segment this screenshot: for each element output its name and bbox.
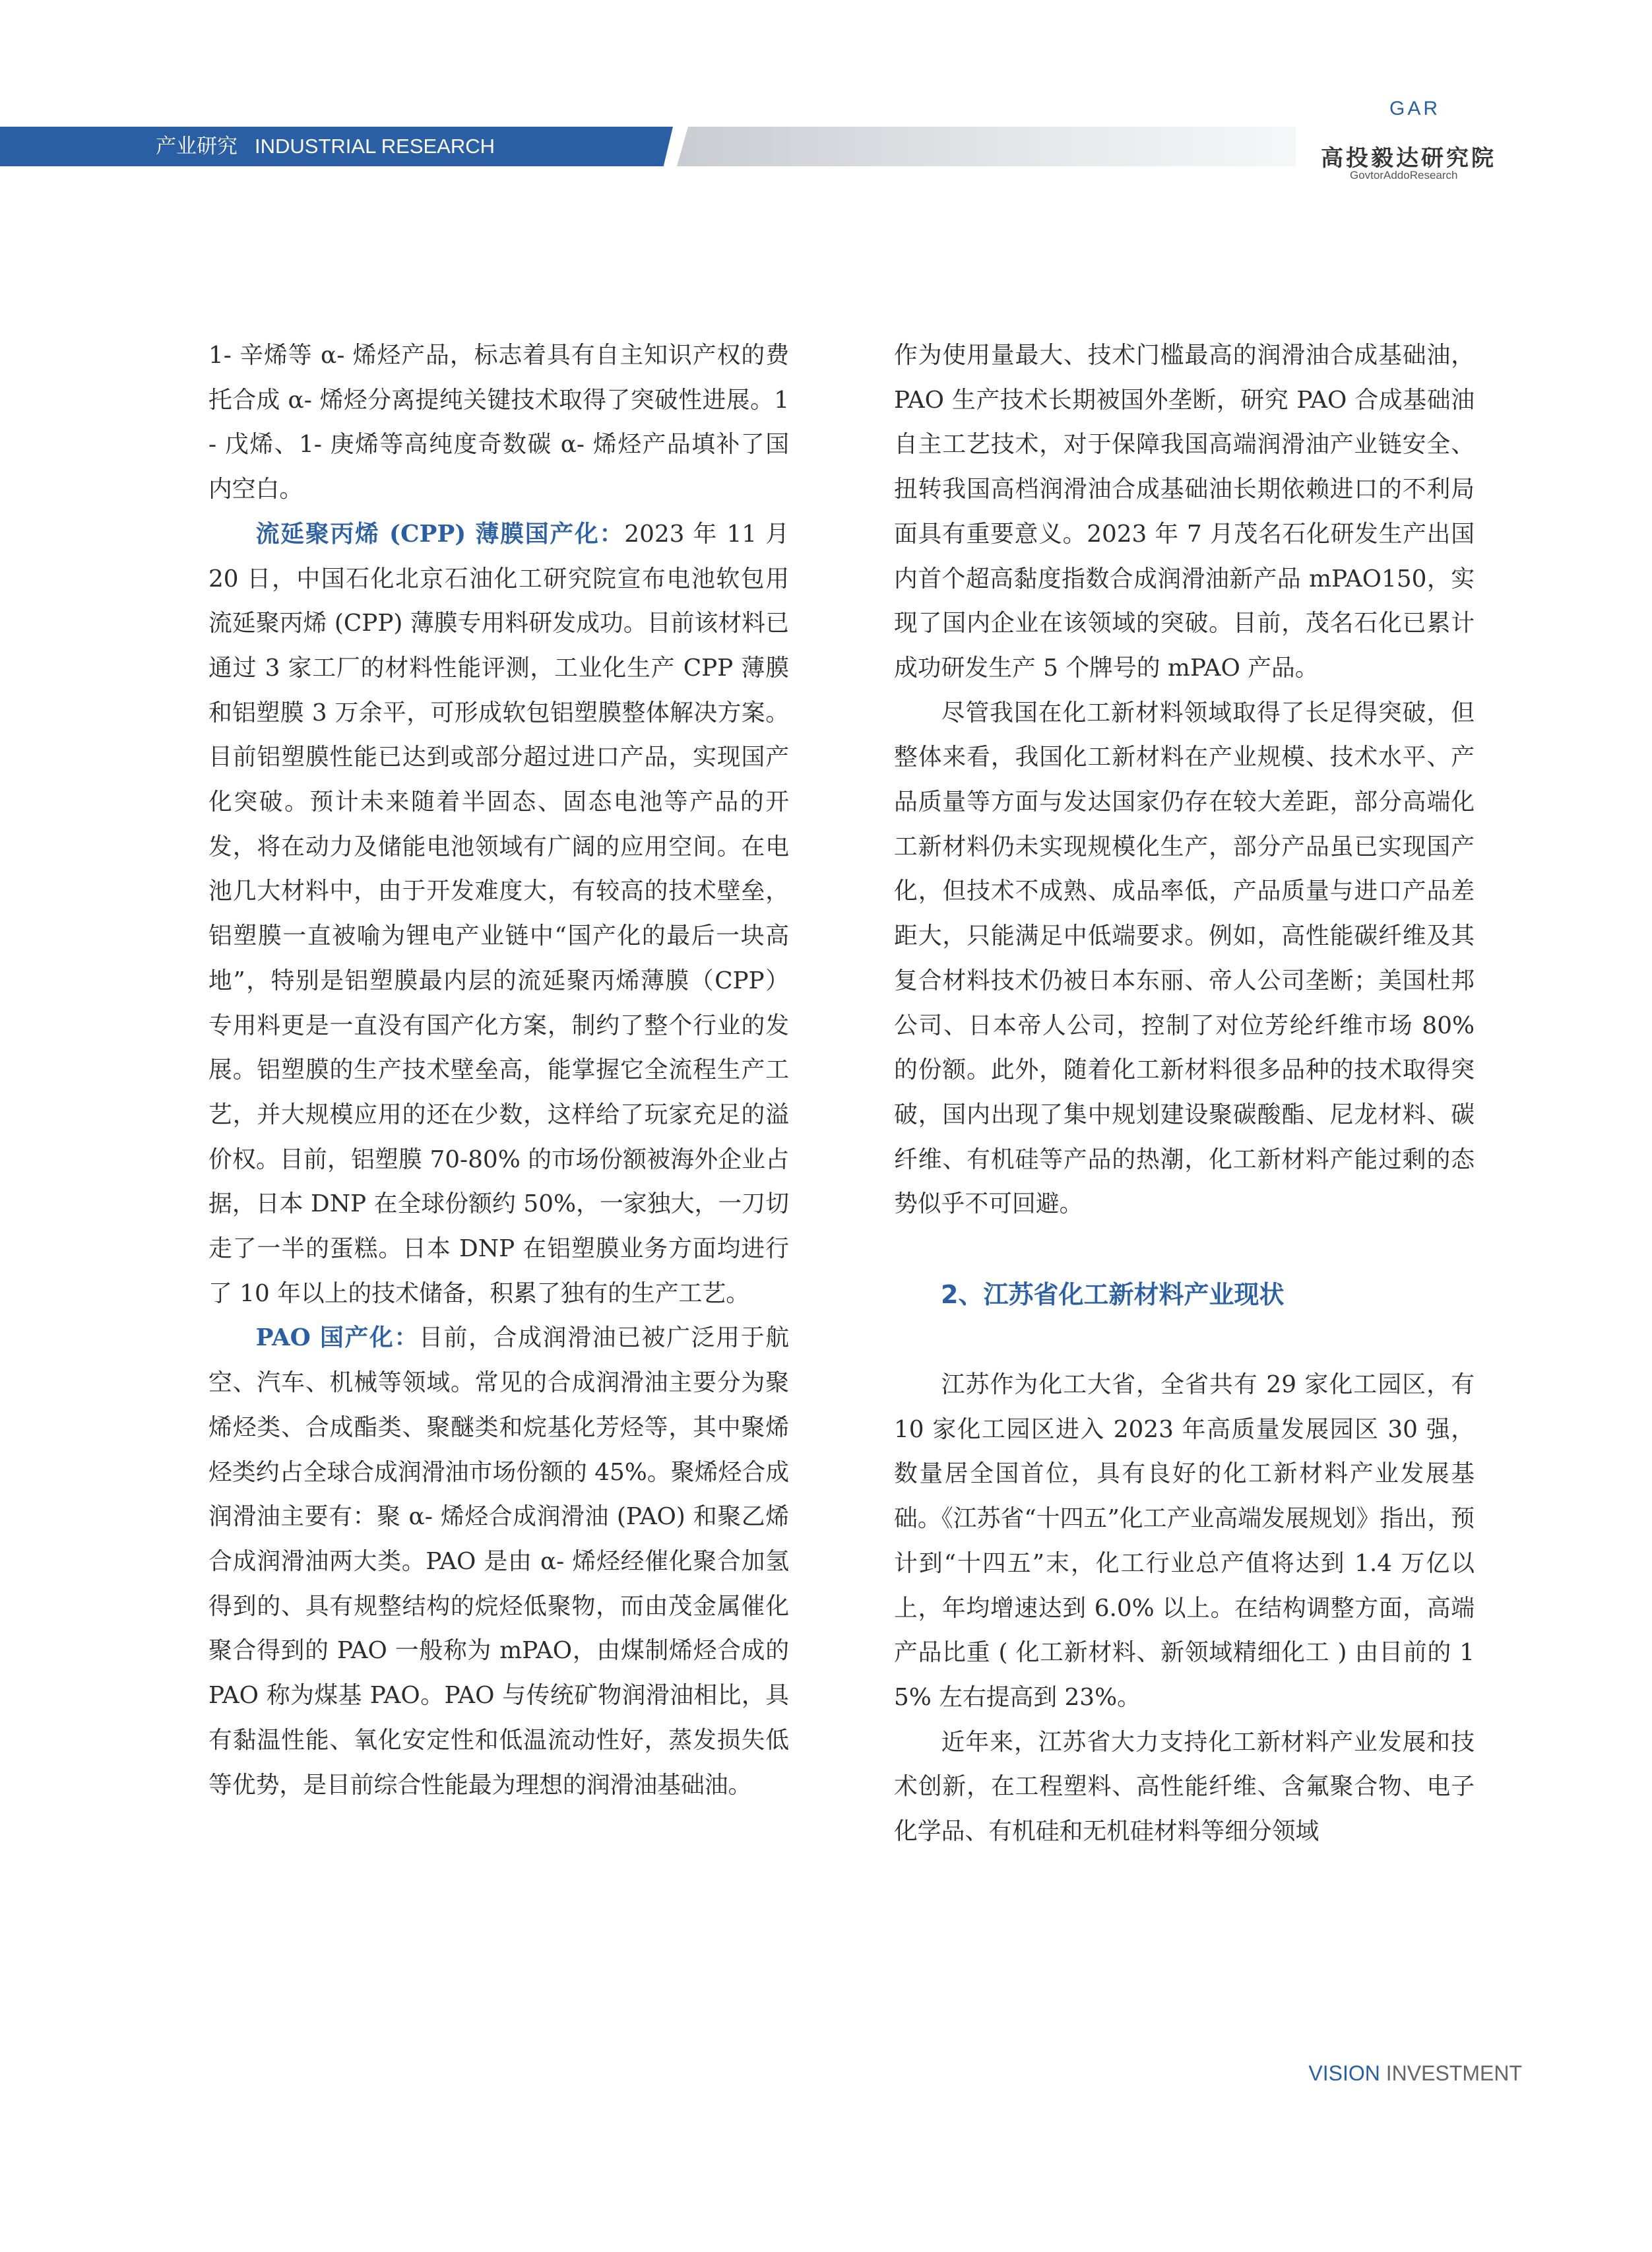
publisher-logo <box>1312 98 1549 183</box>
paragraph: 江苏作为化工大省，全省共有 29 家化工园区，有 10 家化工园区进入 2023 年高质量发展园区 30 强，数量居全国首位，具有良好的化工新材料产业发展基础。《江苏省“十四五”化工产业高端发展规划》指出，预计到“十四五”末，化工行业总产值将达到 1.4 万亿以上，年均增速达到 6.0% 以上。在结构调整方面，高端产品比重 ( 化工新材料、新领域精细化工 ) 由目前的 15% 左右提高到 23%。 <box>894 1371 1475 1711</box>
header-section-label <box>156 132 495 161</box>
left-column <box>208 333 789 1807</box>
paragraph-cpp <box>208 512 789 1316</box>
footer-brand <box>1308 2061 1522 2086</box>
header-gray-band <box>677 127 1296 166</box>
footer-word-vision: VISION <box>1308 2061 1380 2085</box>
paragraph: 近年来，江苏省大力支持化工新材料产业发展和技术创新，在工程塑料、高性能纤维、含氟聚合物、电子化学品、有机硅和无机硅材料等细分领域 <box>894 1728 1475 1846</box>
logo-mark: GAR <box>1389 98 1441 119</box>
footer-word-investment: INVESTMENT <box>1385 2061 1522 2085</box>
paragraph-body: 2023 年 11 月 20 日，中国石化北京石油化工研究院宣布电池软包用流延聚丙烯 (CPP) 薄膜专用料研发成功。目前该材料已通过 3 家工厂的材料性能评测，工业化生产 CPP 薄膜和铝塑膜 3 万余平，可形成软包铝塑膜整体解决方案。目前铝塑膜性能已达到或部分超过进口产品，实现国产化突破。预计未来随着半固态、固态电池等产品的开发，将在动力及储能电池领域有广阔的应用空间。在电池几大材料中，由于开发难度大，有较高的技术壁垒，铝塑膜一直被喻为锂电产业链中“国产化的最后一块高地”，特别是铝塑膜最内层的流延聚丙烯薄膜（CPP）专用料更是一直没有国产化方案，制约了整个行业的发展。铝塑膜的生产技术壁垒高，能掌握它全流程生产工艺，并大规模应用的还在少数，这样给了玩家充足的溢价权。目前，铝塑膜 70-80% 的市场份额被海外企业占据，日本 DNP 在全球份额约 50%，一家独大，一刀切走了一半的蛋糕。日本 DNP 在铝塑膜业务方面均进行了 10 年以上的技术储备，积累了独有的生产工艺。 <box>208 520 790 1307</box>
paragraph: 尽管我国在化工新材料领域取得了长足得突破，但整体来看，我国化工新材料在产业规模、技术水平、产品质量等方面与发达国家仍存在较大差距，部分高端化工新材料仍未实现规模化生产，部分产品虽已实现国产化，但技术不成熟、成品率低，产品质量与进口产品差距大，只能满足中低端要求。例如，高性能碳纤维及其复合材料技术仍被日本东丽、帝人公司垄断；美国杜邦公司、日本帝人公司，控制了对位芳纶纤维市场 80% 的份额。此外，随着化工新材料很多品种的技术取得突破，国内出现了集中规划建设聚碳酸酯、尼龙材料、碳纤维、有机硅等产品的热潮，化工新材料产能过剩的态势似乎不可回避。 <box>894 699 1475 1218</box>
section-title: 2、江苏省化工新材料产业现状 <box>941 1280 1285 1310</box>
paragraph-body: 目前，合成润滑油已被广泛用于航空、汽车、机械等领域。常见的合成润滑油主要分为聚烯烃类、合成酯类、聚醚类和烷基化芳烃等，其中聚烯烃类约占全球合成润滑油市场份额的 45%。聚烯烃合成润滑油主要有：聚 α- 烯烃合成润滑油 (PAO) 和聚乙烯合成润滑油两大类。PAO 是由 α- 烯烃经催化聚合加氢得到的、具有规整结构的烷烃低聚物，而由茂金属催化聚合得到的 PAO 一般称为 mPAO，由煤制烯烃合成的 PAO 称为煤基 PAO。PAO 与传统矿物润滑油相比，具有黏温性能、氧化安定性和低温流动性好，蒸发损失低等优势，是目前综合性能最为理想的润滑油基础油。 <box>208 1324 790 1799</box>
paragraph-pao <box>208 1316 789 1807</box>
right-column <box>894 333 1475 1854</box>
paragraph: 作为使用量最大、技术门槛最高的润滑油合成基础油，PAO 生产技术长期被国外垄断，研究 PAO 合成基础油自主工艺技术，对于保障我国高端润滑油产业链安全、扭转我国高档润滑油合成基础油长期依赖进口的不利局面具有重要意义。2023 年 7 月茂名石化研发生产出国内首个超高黏度指数合成润滑油新产品 mPAO150，实现了国内企业在该领域的突破。目前，茂名石化已累计成功研发生产 5 个牌号的 mPAO 产品。 <box>894 342 1475 682</box>
paragraph: 1- 辛烯等 α- 烯烃产品，标志着具有自主知识产权的费托合成 α- 烯烃分离提纯关键技术取得了突破性进展。1- 戊烯、1- 庚烯等高纯度奇数碳 α- 烯烃产品填补了国内空白。 <box>208 342 789 503</box>
paragraph-lead: 流延聚丙烯 (CPP) 薄膜国产化： <box>255 519 625 548</box>
logo-title-en: GovtorAddoResearch <box>1350 169 1458 181</box>
header-section-cn: 产业研究 <box>156 135 238 158</box>
header-section-en: INDUSTRIAL RESEARCH <box>255 135 495 158</box>
logo-title-cn: 高投毅达研究院 <box>1321 145 1496 172</box>
paragraph-lead: PAO 国产化： <box>255 1324 420 1352</box>
